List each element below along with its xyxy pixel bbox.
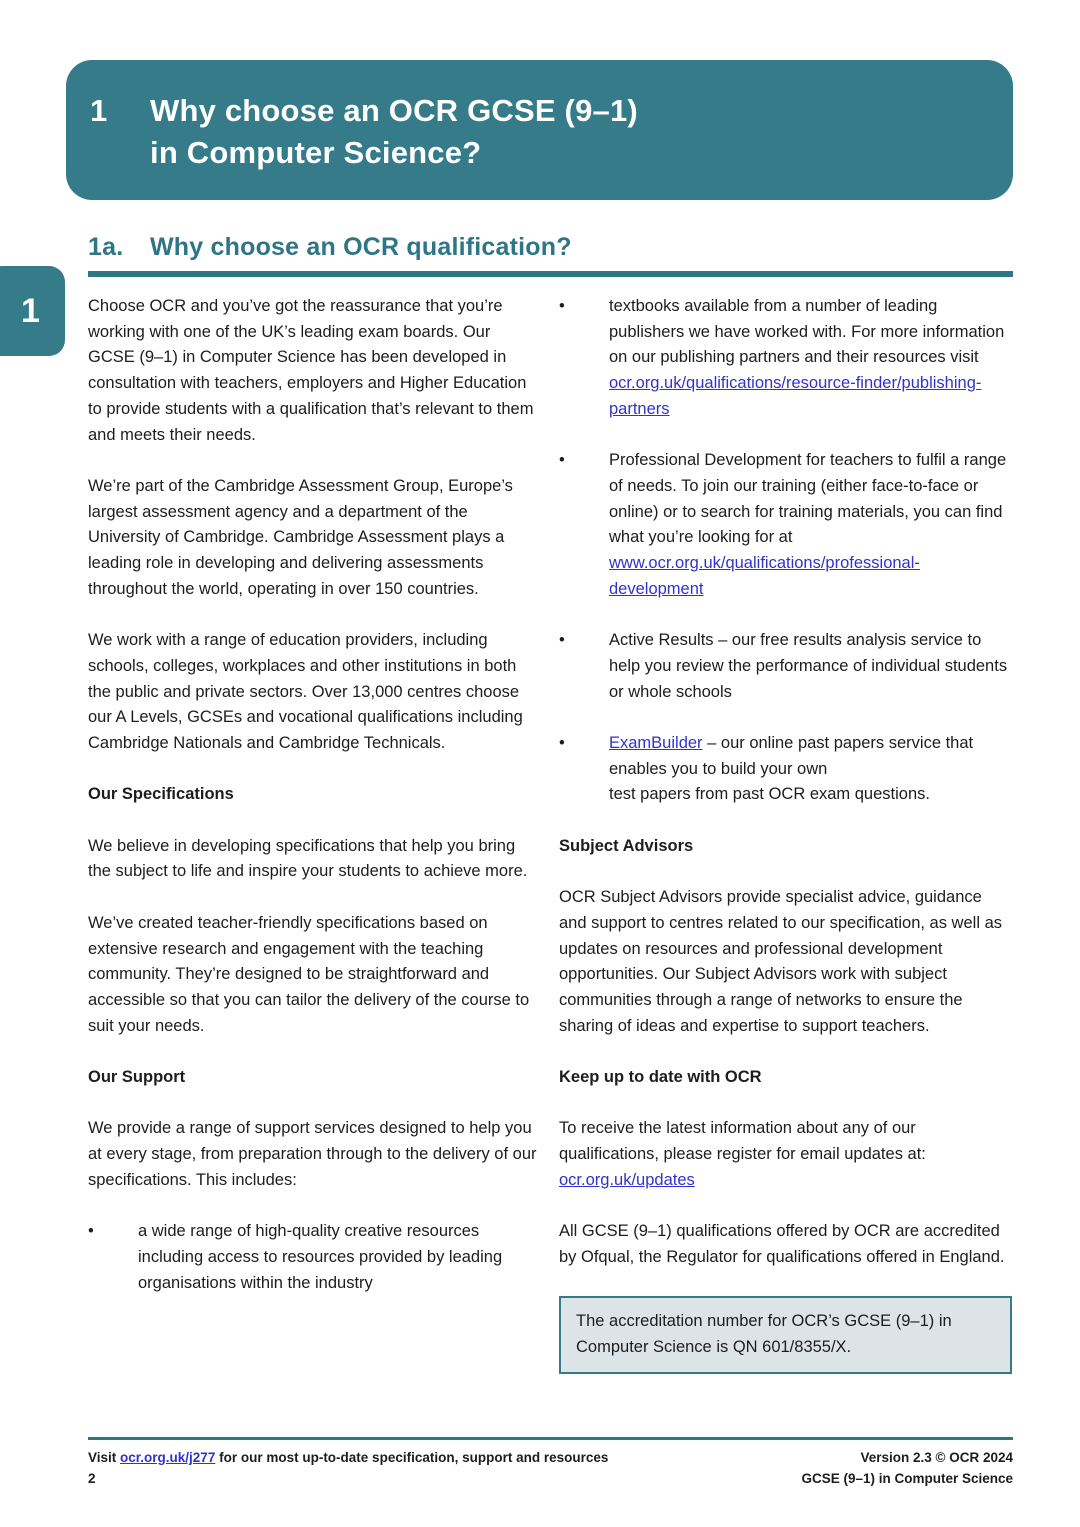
text-run: Choose OCR and you’ve got the reassurance that you’re working with one of the UK’s leading exam boards. Our GCSE (9–1) in Computer Science has been developed in consultation with teachers, employers and Higher Education to provide students with a qualification that’s relevant to them and meets their needs. — [88, 297, 534, 444]
section-divider — [88, 271, 1013, 277]
bullet-text — [138, 1219, 541, 1296]
section-number: 1a. — [88, 233, 124, 261]
footer-right — [801, 1447, 1013, 1489]
text-run: All GCSE (9–1) qualifications offered by OCR are accredited by Ofqual, the Regulator for qualifications offered in England. — [559, 1222, 1005, 1266]
paragraph — [88, 294, 541, 448]
bullet-text — [609, 731, 1012, 808]
text-run: a wide range of high-quality creative resources including access to resources provided by leading organisations within the industry — [138, 1222, 503, 1292]
bullet-text — [609, 628, 1012, 705]
accreditation-box — [559, 1296, 1012, 1373]
footer-visit-line — [88, 1447, 608, 1468]
sub-heading: Keep up to date with OCR — [559, 1068, 762, 1086]
chapter-side-tab: 1 — [0, 266, 65, 356]
sub-heading: Subject Advisors — [559, 836, 694, 855]
paragraph — [88, 1116, 541, 1193]
chapter-title — [150, 90, 638, 200]
text-run: To receive the latest information about any of our qualifications, please register for email updates at: — [559, 1119, 926, 1164]
bullet-marker-icon: • — [559, 451, 565, 470]
footer-version-line: Version 2.3 © OCR 2024 — [860, 1450, 1013, 1465]
text-run: We provide a range of support services designed to help you at every stage, from preparation through to the delivery of our specifications. This includes: — [88, 1119, 537, 1189]
body-content — [88, 294, 1013, 1374]
footer-left — [88, 1447, 608, 1489]
paragraph — [88, 834, 541, 885]
page-footer — [88, 1447, 1013, 1489]
section-title: Why choose an OCR qualification? — [150, 233, 572, 261]
text-run: – our online past papers service that enables you to build your own — [609, 733, 974, 778]
footer-divider — [88, 1437, 1013, 1440]
chapter-number: 1 — [90, 93, 108, 128]
paragraph — [88, 911, 541, 1040]
text-run: We work with a range of education providers, including schools, colleges, workplaces and other institutions in both the public and private sectors. Over 13,000 centres choose our A Levels, GCSEs and vocational qualifications including Cambridge Nationals and Cambridge Technicals. — [88, 631, 523, 752]
text-run: OCR Subject Advisors provide specialist advice, guidance and support to centres related to our specification, as well as updates on resources and professional development opportunities. Our Subject Advisors work with subject communities through a range of networks to ensure the sharing of ideas and expertise to support teachers. — [559, 888, 1002, 1035]
chapter-banner — [66, 60, 1013, 200]
bullet-marker-icon: • — [559, 631, 565, 650]
sub-heading: Our Specifications — [88, 785, 234, 804]
text-run: textbooks available from a number of leading publishers we have worked with. For more information on our publishing partners and their resources visit — [609, 297, 1005, 367]
bullet-marker-icon: • — [559, 297, 565, 315]
bullet-item — [559, 731, 1012, 808]
section-heading — [88, 233, 572, 262]
right-column — [559, 294, 1012, 1374]
text-run: Visit — [88, 1450, 121, 1465]
bullet-text — [609, 448, 1012, 602]
text-run: We believe in developing specifications that help you bring the subject to life and inspire your students to achieve more. — [88, 836, 528, 881]
text-link[interactable]: ocr.org.uk/j277 — [120, 1450, 216, 1465]
text-run: The accreditation number for OCR’s GCSE (9–1) in Computer Science is QN 601/8355/X. — [576, 1312, 952, 1356]
chapter-title-line1: Why choose an OCR GCSE (9–1) — [150, 93, 638, 128]
sub-heading: Our Support — [88, 1068, 186, 1086]
text-link[interactable]: www.ocr.org.uk/qualifications/professional-development — [609, 554, 920, 598]
bullet-item — [88, 1219, 541, 1296]
bullet-marker-icon: • — [559, 733, 565, 752]
footer-subject-line: GCSE (9–1) in Computer Science — [801, 1471, 1013, 1486]
text-run: for our most up-to-date specification, support and resources — [215, 1450, 609, 1465]
page-number: 2 — [88, 1471, 96, 1486]
bullet-item — [559, 628, 1012, 705]
paragraph — [559, 1219, 1012, 1270]
text-run: We’re part of the Cambridge Assessment Group, Europe’s largest assessment agency and a department of the University of Cambridge. Cambridge Assessment plays a leading role in developing and delivering assessments throughout the world, operating in over 150 countries. — [88, 476, 513, 598]
bullet-item — [559, 448, 1012, 602]
bullet-item — [559, 294, 1012, 423]
paragraph — [88, 628, 541, 757]
paragraph — [559, 1116, 1012, 1193]
bullet-marker-icon: • — [88, 1222, 94, 1241]
text-run: test papers from past OCR exam questions. — [609, 785, 930, 804]
bullet-text — [609, 294, 1012, 423]
chapter-title-line2: in Computer Science? — [150, 135, 482, 170]
paragraph — [88, 474, 541, 603]
text-run: We’ve created teacher-friendly specifications based on extensive research and engagement with the teaching community. They’re designed to be straightforward and accessible so that you can tailor the delivery of the course to suit your needs. — [88, 913, 530, 1035]
text-link[interactable]: ocr.org.uk/qualifications/resource-finder/publishing-partners — [609, 374, 982, 418]
left-column — [88, 294, 541, 1374]
text-link[interactable]: ExamBuilder — [609, 733, 703, 752]
paragraph — [559, 885, 1012, 1039]
text-run: Professional Development for teachers to fulfil a range of needs. To join our training (either face-to-face or online) or to search for training materials, you can find what you’re looking for at — [609, 451, 1007, 547]
text-run: Active Results – our free results analysis service to help you review the performance of individual students or whole schools — [609, 631, 1008, 701]
text-link[interactable]: ocr.org.uk/updates — [559, 1170, 695, 1189]
